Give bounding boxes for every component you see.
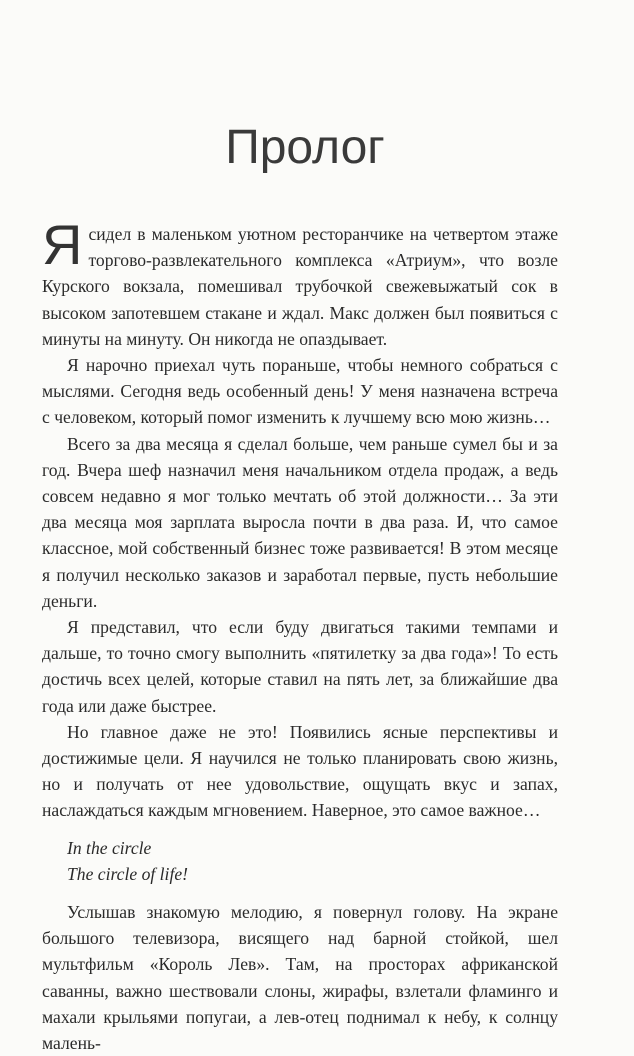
- paragraph-1: [42, 213, 558, 352]
- paragraph-6: Услышав знакомую мелодию, я повернул голову. На экране большого телевизора, висящего над барной стойкой, шел мультфильм «Король Лев». Там, на просторах африканской саванны, важно шествовали слоны, жирафы, взлетали фламинго и махали крыльями попугаи, а лев-отец поднимал к небу, к солнцу малень-: [42, 902, 558, 1054]
- paragraph-4: Я представил, что если буду двигаться такими темпами и дальше, то точно смогу выполнить «пятилетку за два года»! То есть достичь всех целей, которые ставил на пять лет, за ближайшие два года или даже быстрее.: [42, 617, 558, 716]
- paragraph-5: Но главное даже не это! Появились ясные перспективы и достижимые цели. Я научился не только планировать свою жизнь, но и получать от нее удовольствие, ощущать вкус и запах, наслаждаться каждым мгновением. Наверное, это самое важное…: [42, 721, 558, 821]
- paragraph-3: Всего за два месяца я сделал больше, чем раньше сумел бы и за год. Вчера шеф назначил меня начальником отдела продаж, а ведь совсем недавно я мог только мечтать об этой должности… За эти два месяца моя зарплата выросла почти в два раза. И, что самое классное, мой собственный бизнес тоже развивается! В этом месяце я получил несколько заказов и заработал первые, пусть небольшие деньги.: [42, 433, 558, 611]
- lyrics-line-2: The circle of life!: [67, 863, 188, 884]
- body-text: [42, 213, 558, 1056]
- chapter-title: Пролог: [225, 121, 385, 175]
- paragraph-2: Я нарочно приехал чуть пораньше, чтобы немного собраться с мыслями. Сегодня ведь особенный день! У меня назначена встреча с человеком, который помог изменить к лучшему всю мою жизнь…: [42, 355, 558, 428]
- lyrics-line-1: In the circle: [67, 837, 152, 858]
- song-lyrics: [67, 835, 558, 887]
- drop-cap: Я: [42, 213, 83, 276]
- paragraph-1-text: сидел в маленьком уютном ресторанчике на четвертом этаже торгово-развлекательного комплекса «Атриум», что возле Курского вокзала, помешивал трубочкой свежевыжатый сок в высоком запотевшем стакане и ждал. Макс должен был появиться с минуты на минуту. Он никогда не опаздывает.: [42, 224, 558, 349]
